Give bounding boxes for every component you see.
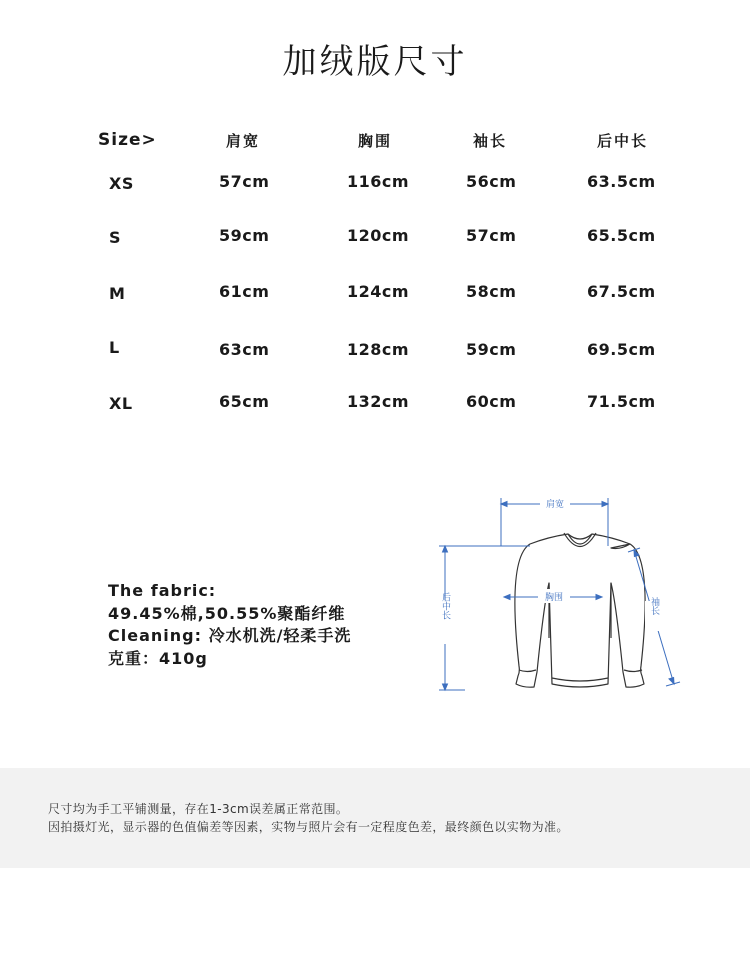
fabric-info — [108, 580, 351, 670]
table-cell: 69.5cm — [587, 340, 656, 359]
header-size: Size> — [98, 130, 157, 150]
back-length-label: 后中长 — [440, 592, 450, 620]
measurement-note: 尺寸均为手工平铺测量，存在1-3cm误差属正常范围。 — [48, 802, 349, 816]
table-cell: 59cm — [219, 226, 270, 245]
header-sleeve: 袖长 — [473, 132, 508, 150]
table-cell: 65.5cm — [587, 226, 656, 245]
table-cell: XS — [109, 174, 134, 193]
footer-notice — [0, 768, 750, 868]
header-shoulder: 肩宽 — [226, 132, 261, 150]
table-cell: 57cm — [466, 226, 517, 245]
header-chest: 胸围 — [358, 132, 393, 150]
table-cell: 60cm — [466, 392, 517, 411]
table-cell: 65cm — [219, 392, 270, 411]
table-cell: 58cm — [466, 282, 517, 301]
color-note: 因拍摄灯光，显示器的色值偏差等因素，实物与照片会有一定程度色差，最终颜色以实物为准。 — [48, 820, 569, 834]
table-cell: 61cm — [219, 282, 270, 301]
table-cell: 67.5cm — [587, 282, 656, 301]
table-cell: S — [109, 228, 122, 247]
page-title: 加绒版尺寸 — [282, 42, 468, 82]
table-cell: XL — [109, 394, 133, 413]
table-cell: 116cm — [347, 172, 410, 191]
sweatshirt-outline — [515, 533, 645, 687]
table-cell: 63.5cm — [587, 172, 656, 191]
table-cell: 120cm — [347, 226, 410, 245]
table-cell: 57cm — [219, 172, 270, 191]
chest-label: 胸围 — [544, 593, 564, 603]
sweatshirt-measurement-diagram — [430, 488, 720, 708]
table-cell: 63cm — [219, 340, 270, 359]
table-cell: M — [109, 284, 126, 303]
table-cell: 56cm — [466, 172, 517, 191]
fabric-heading: The fabric: — [108, 581, 217, 600]
cleaning-instructions: Cleaning: 冷水机洗/轻柔手洗 — [108, 626, 352, 645]
table-cell: L — [109, 338, 120, 357]
sleeve-label: 袖长 — [649, 597, 659, 615]
fabric-weight: 克重：410g — [108, 648, 208, 668]
footer-text — [48, 800, 569, 836]
header-back-length: 后中长 — [597, 132, 649, 150]
fabric-composition: 49.45%棉,50.55%聚酯纤维 — [108, 603, 346, 623]
table-cell: 59cm — [466, 340, 517, 359]
table-cell: 124cm — [347, 282, 410, 301]
table-cell: 132cm — [347, 392, 410, 411]
shoulder-label: 肩宽 — [545, 500, 565, 510]
table-cell: 128cm — [347, 340, 410, 359]
table-cell: 71.5cm — [587, 392, 656, 411]
size-table — [0, 0, 750, 430]
